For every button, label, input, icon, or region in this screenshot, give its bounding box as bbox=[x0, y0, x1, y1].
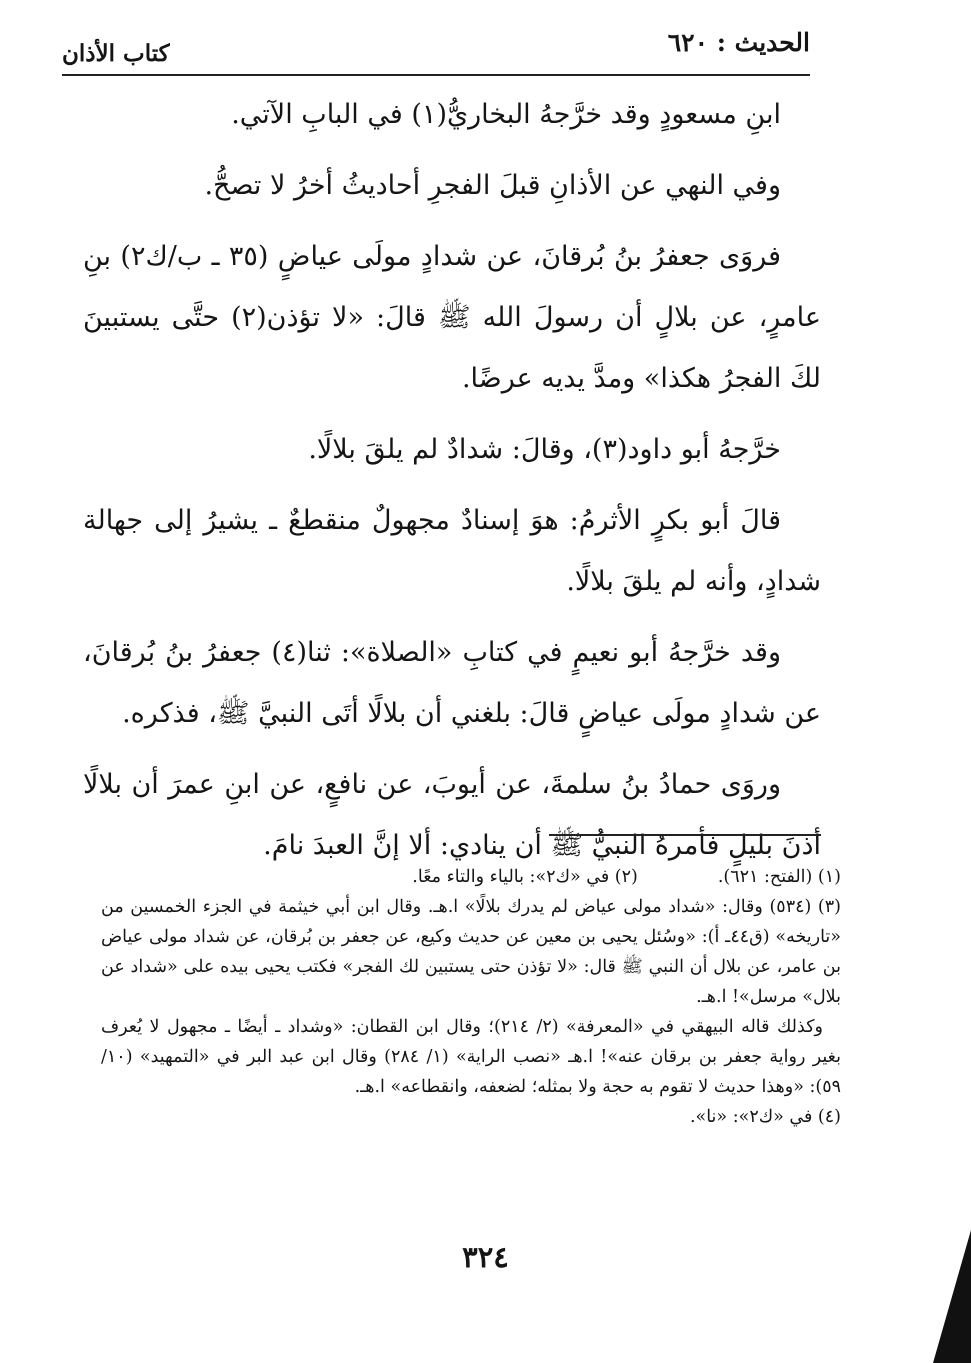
footnote-2: (٢) في «ك٢»: بالياء والتاء معًا. bbox=[412, 867, 638, 887]
footnote-4: (٤) في «ك٢»: «نا». bbox=[689, 1107, 841, 1127]
footnote-rule bbox=[549, 834, 821, 836]
footnote-3-continued: وكذلك قاله البيهقي في «المعرفة» (٢/ ٢١٤)؛ وقال ابن القطان: «وشداد ـ أيضًا ـ مجهول لا يُعرف بغير رواية جعفر بن برقان عنه»! ا.هـ «نصب الراية» (١/ ٢٨٤) وقال ابن عبد البر في «التمهيد» (١٠/ ٥٩): «وهذا حديث لا تقوم به حجة ولا بمثله؛ لضعفه، وانقطاعه» ا.هـ. bbox=[101, 1017, 841, 1097]
header-rule bbox=[62, 74, 810, 76]
paragraph: فروَى جعفرُ بنُ بُرقانَ، عن شدادٍ مولَى عياضٍ (٣٥ ـ ب/ك٢) بنِ عامرٍ، عن بلالٍ أن رسولَ الله ﷺ قالَ: «لا تؤذن(٢) حتَّى يستبينَ لكَ الفجرُ هكذا» ومدَّ يديه عرضًا. bbox=[83, 241, 821, 394]
paragraph: وقد خرَّجهُ أبو نعيمٍ في كتابِ «الصلاة»: ثنا(٤) جعفرُ بنُ بُرقانَ، عن شدادٍ مولَى عياضٍ قالَ: بلغني أن بلالًا أتَى النبيَّ ﷺ، فذكره. bbox=[83, 637, 821, 729]
page-header bbox=[62, 28, 810, 72]
book-title: كتاب الأذان bbox=[62, 40, 170, 67]
paragraph: وروَى حمادُ بنُ سلمةَ، عن أيوبَ، عن نافعٍ، عن ابنِ عمرَ أن بلالًا أذنَ بليلٍ فأمرهُ النبيُّ ﷺ أن ينادي: ألا إنَّ العبدَ نامَ. bbox=[83, 769, 821, 861]
main-text bbox=[83, 84, 821, 886]
footnote-row bbox=[101, 862, 841, 892]
paragraph: قالَ أبو بكرٍ الأثرمُ: هوَ إسنادٌ مجهولٌ منقطعٌ ـ يشيرُ إلى جهالة شدادٍ، وأنه لم يلقَ بلالًا. bbox=[83, 505, 821, 597]
page-number: ٣٢٤ bbox=[462, 1240, 509, 1274]
scan-edge-shadow-icon bbox=[911, 1230, 971, 1363]
footnote-3: (٣) (٥٣٤) وقال: «شداد مولى عياض لم يدرك بلالًا» ا.هـ. وقال ابن أبي خيثمة في الجزء الخمسين من «تاريخه» (ق٤٤ـ أ): «وسُئل يحيى بن معين عن حديث وكيع، عن جعفر بن بُرقان، عن شداد مولى عياض بن عامر، عن بلال أن النبي ﷺ قال: «لا تؤذن حتى يستبين لك الفجر» فكتب يحيى بيده على «شداد عن بلال» مرسل»! ا.هـ. bbox=[101, 897, 841, 1007]
paragraph: وفي النهي عن الأذانِ قبلَ الفجرِ أحاديثُ أخرُ لا تصحُّ. bbox=[204, 170, 781, 201]
footnotes bbox=[101, 862, 841, 1132]
paragraph: خرَّجهُ أبو داود(٣)، وقالَ: شدادٌ لم يلقَ بلالًا. bbox=[308, 434, 781, 465]
hadith-number: الحديث : ٦٢٠ bbox=[667, 28, 810, 57]
footnote-1: (١) (الفتح: ٦٢١). bbox=[717, 867, 841, 887]
paragraph: ابنِ مسعودٍ وقد خرَّجهُ البخاريُّ(١) في البابِ الآتي. bbox=[231, 99, 781, 130]
